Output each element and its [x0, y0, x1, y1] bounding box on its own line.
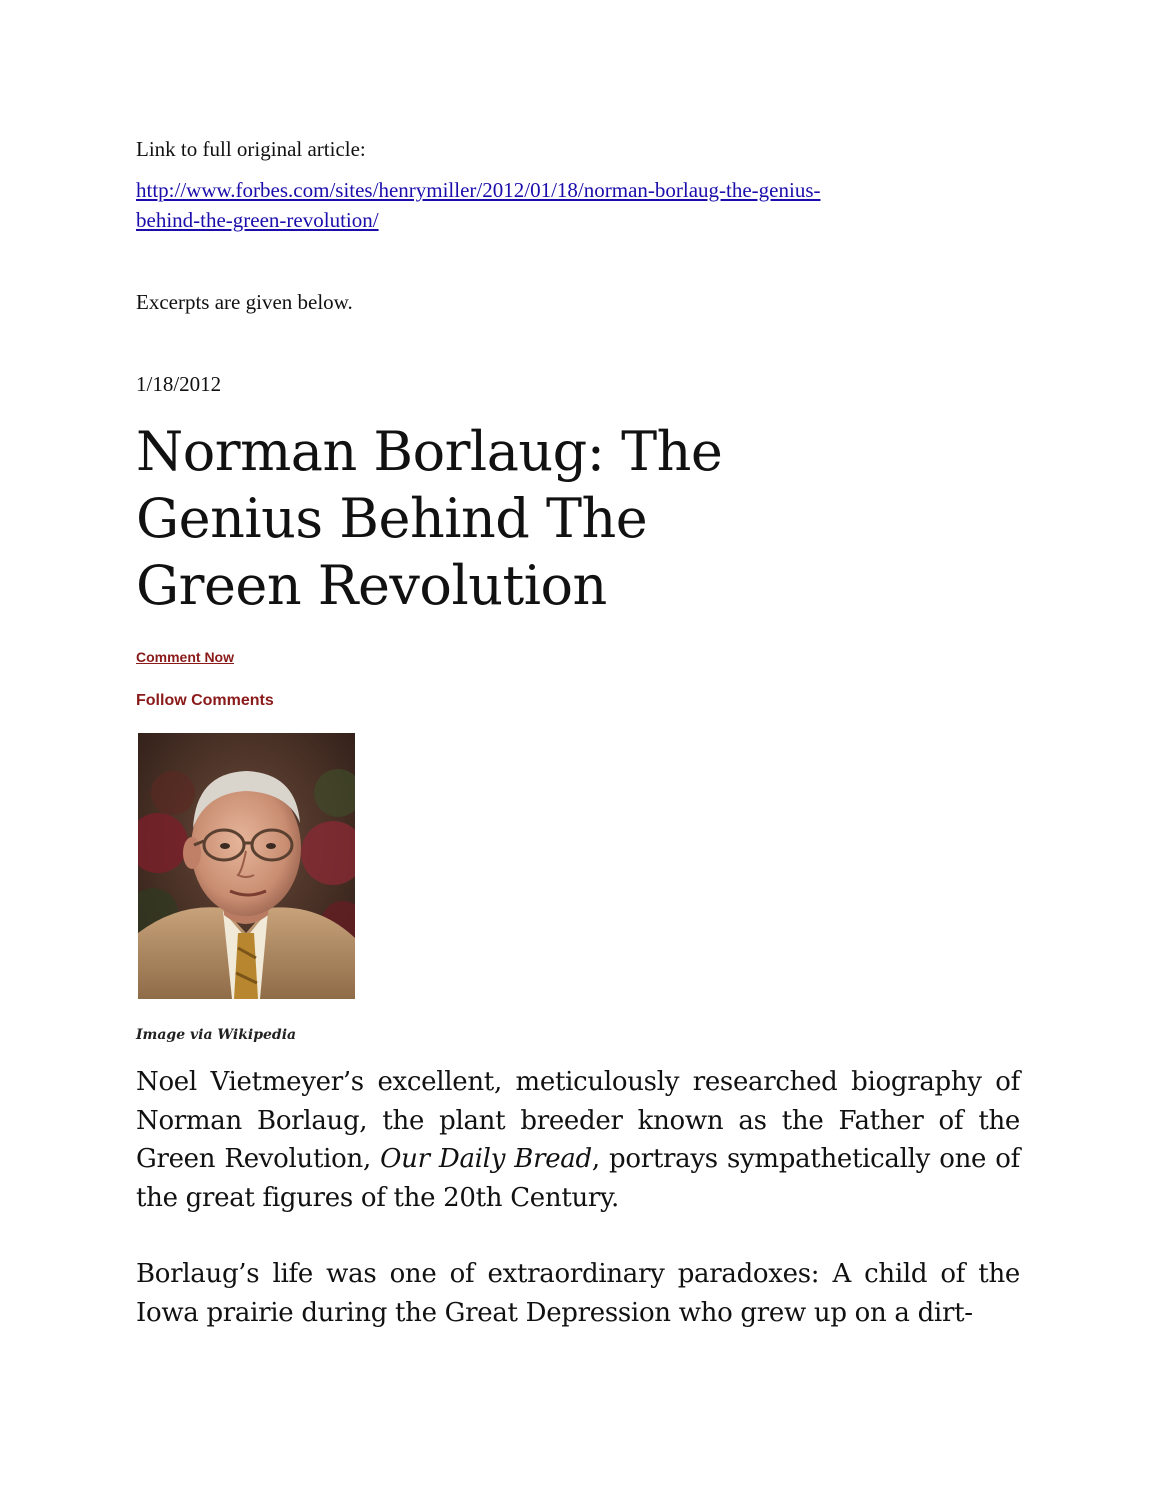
article-date: 1/18/2012 [136, 372, 222, 396]
article-title [136, 418, 776, 619]
follow-comments-link[interactable]: Follow Comments [136, 692, 274, 709]
comment-now-link[interactable]: Comment Now [136, 649, 234, 665]
link-line-2[interactable]: behind-the-green-revolution/ [136, 208, 379, 232]
title-line-1: Norman Borlaug: The [136, 420, 723, 483]
title-line-3: Green Revolution [136, 554, 607, 617]
book-title: Our Daily Bread [380, 1144, 592, 1174]
paragraph-1-after: , portrays sympathetically one of the great figures of the 20th Century. [136, 1144, 1020, 1213]
original-article-link[interactable] [136, 175, 1016, 235]
title-line-2: Genius Behind The [136, 487, 648, 550]
article-paragraph-2: Borlaug’s life was one of extraordinary paradoxes: A child of the Iowa prairie during the Great Depression who grew up on a dirt- [136, 1259, 1020, 1328]
link-line-1[interactable]: http://www.forbes.com/sites/henrymiller/2012/01/18/norman-borlaug-the-genius- [136, 178, 821, 202]
image-caption: Image via Wikipedia [136, 1027, 297, 1043]
article-paragraph-1 [136, 1063, 1020, 1217]
document-page [136, 0, 1020, 1496]
paragraph-1-before: Noel Vietmeyer’s excellent, meticulously researched biography of Norman Borlaug, the plant breeder known as the Father of the Green Revolution, [136, 1067, 1020, 1174]
excerpts-note: Excerpts are given below. [136, 290, 353, 314]
link-intro-label: Link to full original article: [136, 137, 366, 161]
portrait-photo [138, 733, 355, 999]
